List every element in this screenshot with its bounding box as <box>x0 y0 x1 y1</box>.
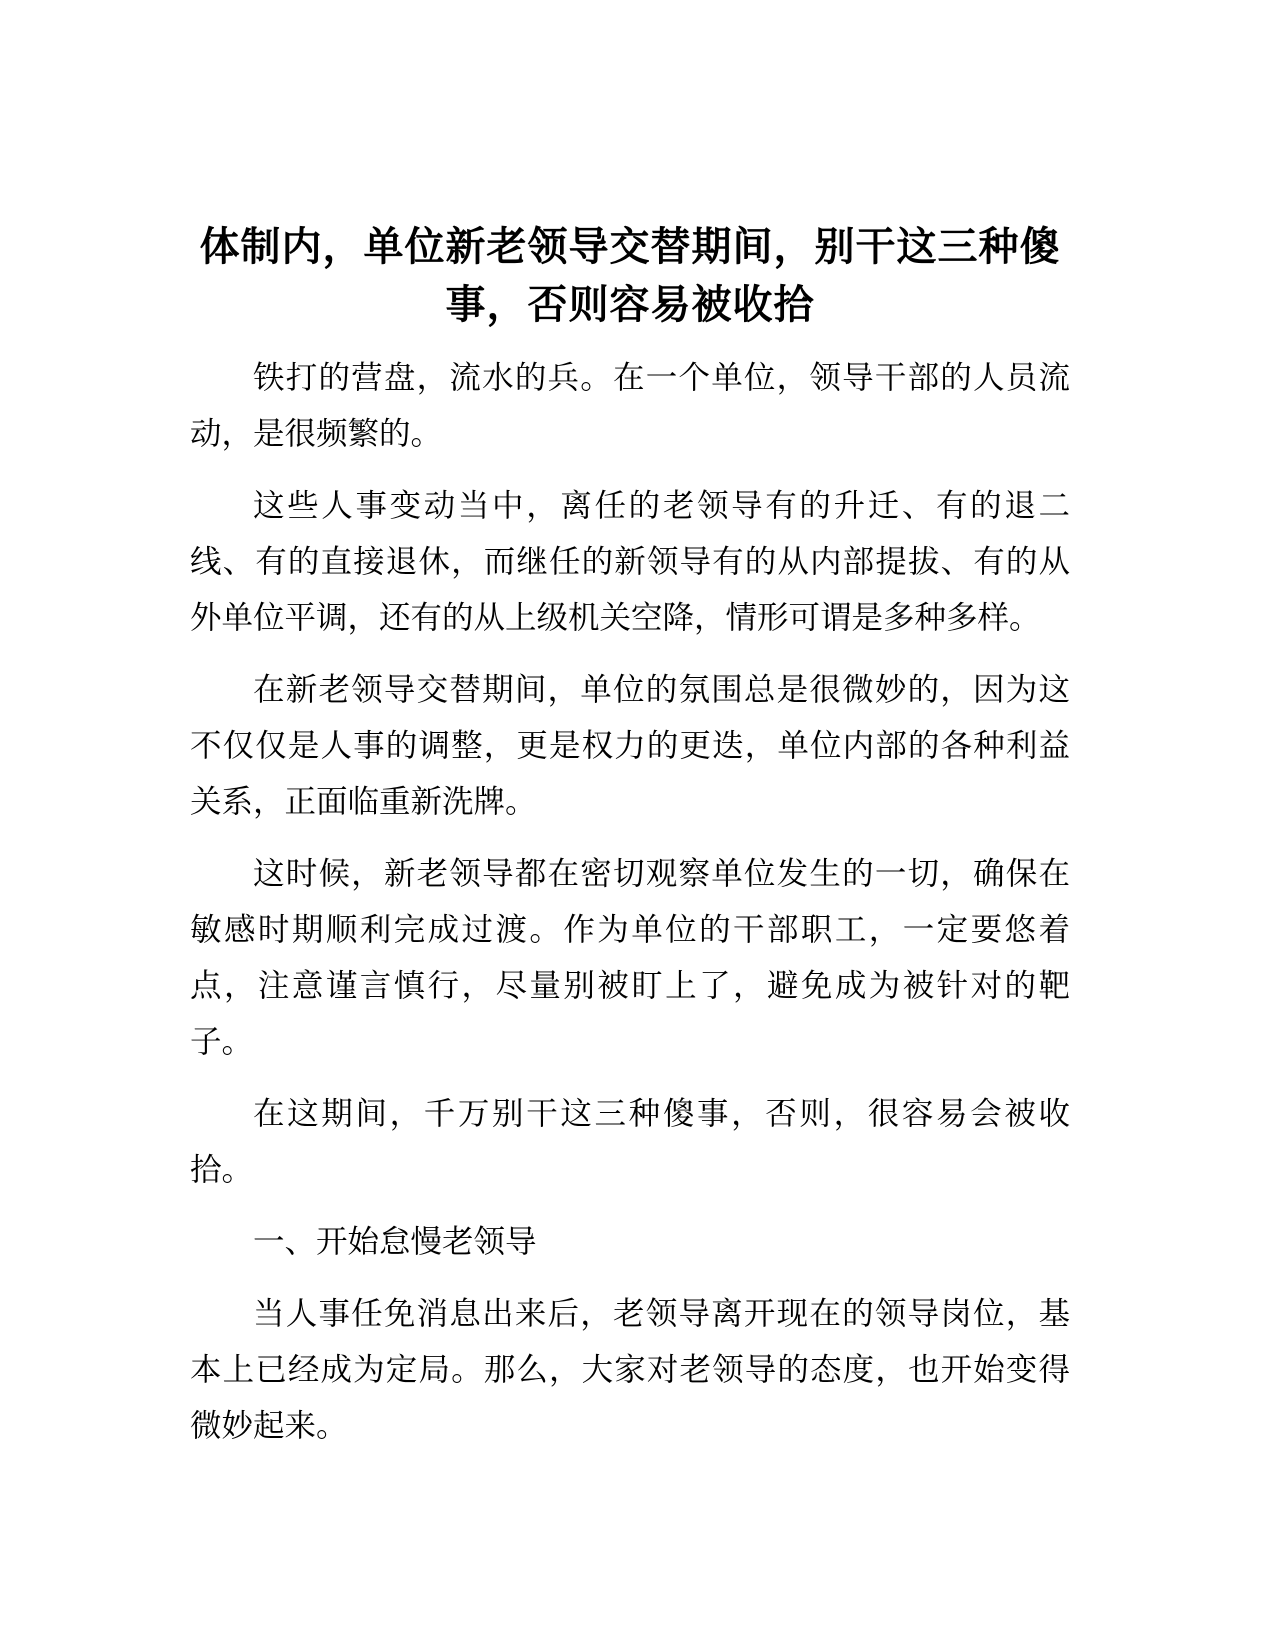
paragraph-5: 在这期间，千万别干这三种傻事，否则，很容易会被收拾。 <box>190 1096 1070 1188</box>
section-heading: 一、开始怠慢老领导 <box>253 1224 537 1260</box>
section-paragraph-1: 当人事任免消息出来后，老领导离开现在的领导岗位，基本上已经成为定局。那么，大家对老领导的态度，也开始变得微妙起来。 <box>190 1296 1070 1444</box>
paragraph-3: 在新老领导交替期间，单位的氛围总是很微妙的，因为这不仅仅是人事的调整，更是权力的更迭，单位内部的各种利益关系，正面临重新洗牌。 <box>190 672 1070 820</box>
paragraph-4: 这时候，新老领导都在密切观察单位发生的一切，确保在敏感时期顺利完成过渡。作为单位的干部职工，一定要悠着点，注意谨言慎行，尽量别被盯上了，避免成为被针对的靶子。 <box>190 856 1070 1060</box>
paragraph-2: 这些人事变动当中，离任的老领导有的升迁、有的退二线、有的直接退休，而继任的新领导有的从内部提拔、有的从外单位平调，还有的从上级机关空降，情形可谓是多种多样。 <box>190 488 1070 636</box>
paragraph-1: 铁打的营盘，流水的兵。在一个单位，领导干部的人员流动，是很频繁的。 <box>190 360 1070 452</box>
document-title: 体制内，单位新老领导交替期间，别干这三种傻事，否则容易被收拾 <box>199 224 1061 328</box>
document-body <box>190 350 1070 1470</box>
